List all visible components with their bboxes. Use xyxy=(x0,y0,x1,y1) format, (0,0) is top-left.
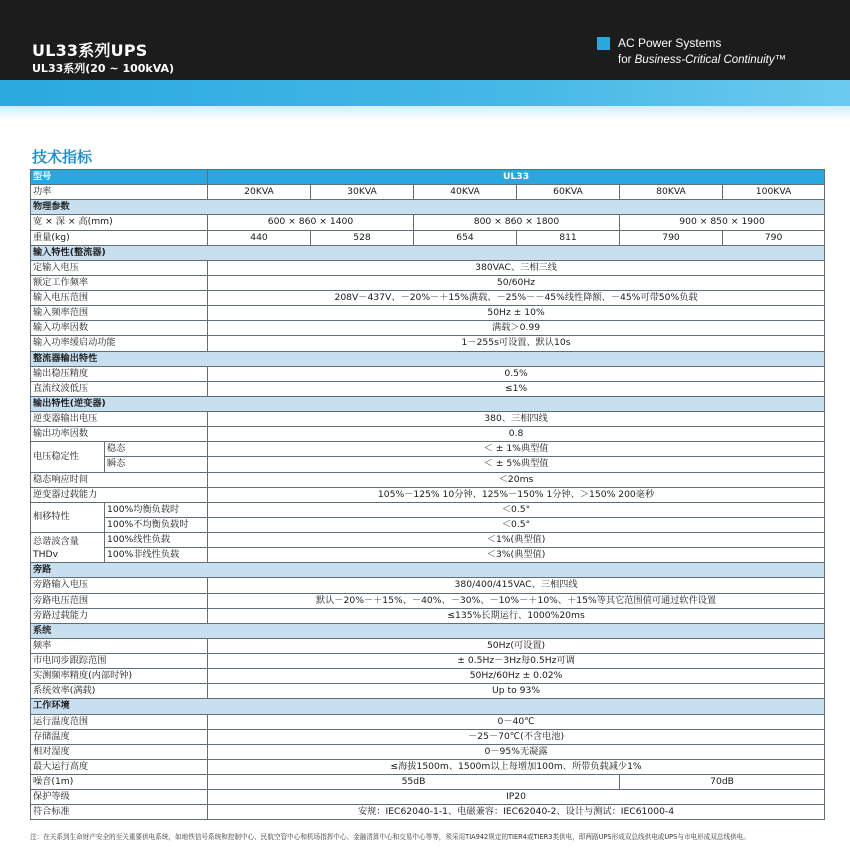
table-row xyxy=(31,744,825,759)
row-label xyxy=(31,533,105,563)
spec-table xyxy=(30,169,825,820)
row-label: 直流纹波低压 xyxy=(31,381,208,396)
row-value: 50/60Hz xyxy=(208,275,825,290)
row-label: 最大运行高度 xyxy=(31,759,208,774)
table-row xyxy=(31,306,825,321)
table-row xyxy=(31,714,825,729)
power-cell: 60KVA xyxy=(517,185,620,200)
power-cell: 40KVA xyxy=(414,185,517,200)
table-row xyxy=(31,412,825,427)
row-label: 噪音(1m) xyxy=(31,775,208,790)
table-row xyxy=(31,442,825,457)
row-value: 50Hz ± 10% xyxy=(208,306,825,321)
table-row xyxy=(31,487,825,502)
row-label: 输出稳压精度 xyxy=(31,366,208,381)
row-label: 逆变器过载能力 xyxy=(31,487,208,502)
power-cell: 20KVA xyxy=(208,185,311,200)
table-row xyxy=(31,608,825,623)
weight-cell: 790 xyxy=(620,230,723,245)
table-row xyxy=(31,336,825,351)
row-label: 保护等级 xyxy=(31,790,208,805)
table-row xyxy=(31,472,825,487)
weight-cell: 654 xyxy=(414,230,517,245)
table-row xyxy=(31,729,825,744)
table-row xyxy=(31,366,825,381)
row-sublabel: 100%线性负载 xyxy=(105,533,208,548)
section-header-system: 系统 xyxy=(31,623,825,638)
row-label: 系统效率(满载) xyxy=(31,684,208,699)
row-label: 实测频率精度(内部时钟) xyxy=(31,669,208,684)
row-value: 50Hz(可设置) xyxy=(208,638,825,653)
row-label: 输入电压范围 xyxy=(31,291,208,306)
row-label: 定输入电压 xyxy=(31,260,208,275)
row-label: 符合标准 xyxy=(31,805,208,820)
table-row xyxy=(31,775,825,790)
table-row xyxy=(31,654,825,669)
row-label: 市电同步跟踪范围 xyxy=(31,654,208,669)
power-label: 功率 xyxy=(31,185,208,200)
brand-line-1: AC Power Systems xyxy=(618,36,722,50)
row-value: 55dB xyxy=(208,775,620,790)
row-value: 105%－125% 10分钟、125%－150% 1分钟、＞150% 200毫秒 xyxy=(208,487,825,502)
row-label: 旁路电压范围 xyxy=(31,593,208,608)
row-value: 满载＞0.99 xyxy=(208,321,825,336)
row-sublabel: 瞬态 xyxy=(105,457,208,472)
row-label: 输出功率因数 xyxy=(31,427,208,442)
row-value: ＜0.5° xyxy=(208,502,825,517)
page-subtitle: UL33系列(20 ~ 100kVA) xyxy=(32,62,175,75)
table-row xyxy=(31,260,825,275)
table-row xyxy=(31,533,825,548)
row-value: 380VAC、三相三线 xyxy=(208,260,825,275)
row-value: 0.5% xyxy=(208,366,825,381)
row-label: 输入功率因数 xyxy=(31,321,208,336)
row-label: 频率 xyxy=(31,638,208,653)
dims-cell: 600 × 860 × 1400 xyxy=(208,215,414,230)
weight-label: 重量(kg) xyxy=(31,230,208,245)
table-row xyxy=(31,381,825,396)
row-value: 1－255s可设置、默认10s xyxy=(208,336,825,351)
section-header-rectifier: 整流器输出特性 xyxy=(31,351,825,366)
brand-line-2 xyxy=(618,54,786,66)
dims-cell: 800 × 860 × 1800 xyxy=(414,215,620,230)
row-label: 稳态响应时间 xyxy=(31,472,208,487)
weight-cell: 440 xyxy=(208,230,311,245)
model-row xyxy=(31,170,825,185)
row-label: 输入频率范围 xyxy=(31,306,208,321)
row-value: ＜3%(典型值) xyxy=(208,548,825,563)
row-label: 相移特性 xyxy=(31,502,105,532)
row-sublabel: 100%均衡负载时 xyxy=(105,502,208,517)
table-row xyxy=(31,457,825,472)
row-label: 旁路过载能力 xyxy=(31,608,208,623)
section-header-bypass: 旁路 xyxy=(31,563,825,578)
row-value: ＜1%(典型值) xyxy=(208,533,825,548)
section-header-environment: 工作环境 xyxy=(31,699,825,714)
section-title: 技术指标 xyxy=(32,148,93,166)
row-value: ＜ ± 5%典型值 xyxy=(208,457,825,472)
row-sublabel: 稳态 xyxy=(105,442,208,457)
row-value: ＜0.5° xyxy=(208,517,825,532)
row-sublabel: 100%不均衡负载时 xyxy=(105,517,208,532)
row-label: 逆变器输出电压 xyxy=(31,412,208,427)
row-value: 50Hz/60Hz ± 0.02% xyxy=(208,669,825,684)
weight-cell: 790 xyxy=(723,230,825,245)
row-value: 208V－437V、－20%－＋15%满载、－25%－－45%线性降额、－45%可带50%负载 xyxy=(208,291,825,306)
row-value: ＜20ms xyxy=(208,472,825,487)
table-row xyxy=(31,321,825,336)
row-label: 相对湿度 xyxy=(31,744,208,759)
model-label: 型号 xyxy=(31,170,208,185)
row-value: 0.8 xyxy=(208,427,825,442)
table-row xyxy=(31,805,825,820)
row-value: ≤1% xyxy=(208,381,825,396)
thd-label-line-2: THDv xyxy=(33,548,59,560)
row-label: 运行温度范围 xyxy=(31,714,208,729)
dims-cell: 900 × 850 × 1900 xyxy=(620,215,825,230)
section-header-physical: 物理参数 xyxy=(31,200,825,215)
row-value: －25－70℃(不含电池) xyxy=(208,729,825,744)
table-row xyxy=(31,638,825,653)
dims-label: 宽 × 深 × 高(mm) xyxy=(31,215,208,230)
thd-label-line-1: 总谐波含量 xyxy=(33,535,79,547)
row-label: 输入功率缓启动功能 xyxy=(31,336,208,351)
weight-row xyxy=(31,230,825,245)
blue-banner xyxy=(0,80,850,106)
section-header-output: 输出特性(逆变器) xyxy=(31,396,825,411)
page-title: UL33系列UPS xyxy=(32,41,148,60)
section-header-input: 输入特性(整流器) xyxy=(31,245,825,260)
table-row xyxy=(31,502,825,517)
table-row xyxy=(31,578,825,593)
row-value: IP20 xyxy=(208,790,825,805)
row-value: 380、三相四线 xyxy=(208,412,825,427)
weight-cell: 528 xyxy=(311,230,414,245)
table-row xyxy=(31,593,825,608)
row-value: 默认－20%－＋15%、－40%、－30%、－10%－＋10%、＋15%等其它范围值可通过软件设置 xyxy=(208,593,825,608)
table-row xyxy=(31,427,825,442)
power-cell: 80KVA xyxy=(620,185,723,200)
table-row xyxy=(31,275,825,290)
row-value: 安规：IEC62040-1-1、电磁兼容：IEC62040-2、设计与测试：IEC61000-4 xyxy=(208,805,825,820)
row-sublabel: 100%非线性负载 xyxy=(105,548,208,563)
brand-line-2-prefix: for xyxy=(618,54,635,66)
banner-fade xyxy=(0,106,850,120)
footnote: 注：在关系到生命财产安全的至关重要供电系统，如地铁信号系统和控制中心、民航空管中心和机场指挥中心、金融清算中心和交易中心等等，须采用TIA942规定的TIER4或TIER3类供电，即两路UPS形成双总线供电或UPS与市电形成双总线供电。 xyxy=(30,833,750,841)
row-value: ± 0.5Hz－3Hz每0.5Hz可调 xyxy=(208,654,825,669)
power-cell: 100KVA xyxy=(723,185,825,200)
row-value: ＜ ± 1%典型值 xyxy=(208,442,825,457)
table-row xyxy=(31,759,825,774)
row-value: 380/400/415VAC、三相四线 xyxy=(208,578,825,593)
power-row xyxy=(31,185,825,200)
table-row xyxy=(31,790,825,805)
brand-line-2-italic: Business-Critical Continuity™ xyxy=(634,54,787,66)
power-cell: 30KVA xyxy=(311,185,414,200)
weight-cell: 811 xyxy=(517,230,620,245)
row-value: 0－40℃ xyxy=(208,714,825,729)
row-value: 70dB xyxy=(620,775,825,790)
model-value: UL33 xyxy=(208,170,825,185)
dims-row xyxy=(31,215,825,230)
table-row xyxy=(31,291,825,306)
row-value: Up to 93% xyxy=(208,684,825,699)
table-row xyxy=(31,684,825,699)
table-row xyxy=(31,548,825,563)
row-label: 存储温度 xyxy=(31,729,208,744)
row-value: 0－95%无凝露 xyxy=(208,744,825,759)
row-label: 电压稳定性 xyxy=(31,442,105,472)
row-label: 旁路输入电压 xyxy=(31,578,208,593)
row-label: 额定工作频率 xyxy=(31,275,208,290)
table-row xyxy=(31,517,825,532)
brand-square-icon xyxy=(597,37,610,50)
row-value: ≤海拔1500m、1500m以上每增加100m、所带负载减少1% xyxy=(208,759,825,774)
row-value: ≤135%长期运行、1000%20ms xyxy=(208,608,825,623)
table-row xyxy=(31,669,825,684)
